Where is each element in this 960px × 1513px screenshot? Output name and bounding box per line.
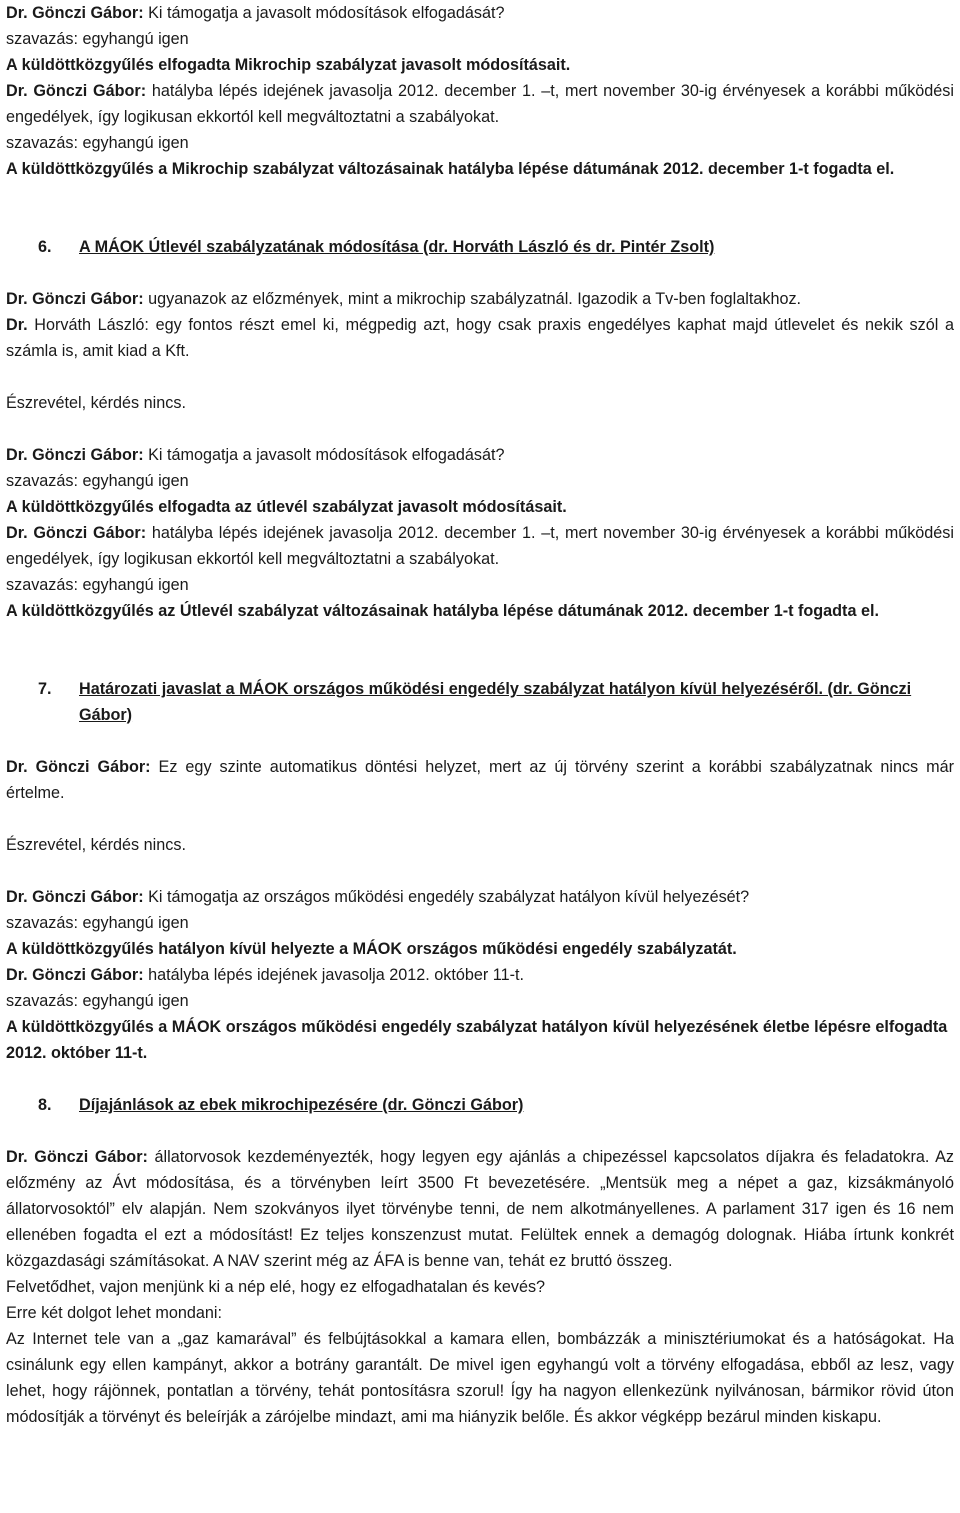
speaker-name: Dr.: [6, 316, 28, 334]
speaker-name: Dr. Gönczi Gábor:: [6, 888, 144, 906]
speaker-name: Dr. Gönczi Gábor:: [6, 4, 144, 22]
paragraph-text: hatályba lépés idejének javasolja 2012. december 1. –t, mert november 30-ig érvényesek a korábbi működési engedélyek, így logikusan ekkortól kell megváltoztatni a szabályokat.: [6, 524, 954, 568]
speaker-name: Dr. Gönczi Gábor:: [6, 290, 144, 308]
paragraph-text: hatályba lépés idejének javasolja 2012. december 1. –t, mert november 30-ig érvényesek a korábbi működési engedélyek, így logikusan ekkortól kell megváltoztatni a szabályokat.: [6, 82, 954, 126]
section-number: 7.: [38, 680, 52, 698]
speaker-name: Dr. Gönczi Gábor:: [6, 758, 151, 776]
section-title: Díjajánlások az ebek mikrochipezésére (dr. Gönczi Gábor): [79, 1096, 524, 1114]
paragraph-text: Ki támogatja az országos működési engedély szabályzat hatályon kívül helyezését?: [143, 888, 750, 906]
paragraph-text: Ki támogatja a javasolt módosítások elfogadását?: [143, 4, 505, 22]
paragraph-text: Horváth László: egy fontos részt emel ki, mégpedig azt, hogy csak praxis engedélyes kaphat majd útlevelet és nekik szól a számla is, amit kiad a Kft.: [6, 316, 954, 360]
section-heading-6: [0, 234, 960, 260]
vote-line: szavazás: egyhangú igen: [6, 134, 189, 152]
paragraph: [0, 754, 960, 806]
paragraph-text: hatályba lépés idejének javasolja 2012. október 11-t.: [143, 966, 524, 984]
speaker-name: Dr. Gönczi Gábor:: [6, 966, 144, 984]
paragraph: [0, 884, 960, 910]
paragraph-text: Ez egy szinte automatikus döntési helyzet, mert az új törvény szerint a korábbi szabályzatnak nincs már értelme.: [6, 758, 954, 802]
paragraph-text: Ki támogatja a javasolt módosítások elfogadását?: [143, 446, 505, 464]
speaker-name: Dr. Gönczi Gábor:: [6, 82, 147, 100]
paragraph: [0, 520, 960, 572]
paragraph: [0, 0, 960, 26]
paragraph: Az Internet tele van a „gaz kamarával” és felbújtásokkal a kamara ellen, bombázzák a minisztériumokat és a hatóságokat. Ha csinálunk egy ellen kampányt, akkor a botrány garantált. De mivel igen egyhangú volt a törvény elfogadása, ebből az lesz, vagy lehet, hogy rájönnek, pontatlan a törvény, tehát pontosításra szorul! Így ha nagyon ellenkezünk nyilvánosan, bármikor rövid úton módosítják a törvényt és beleírják a zárójelbe mindazt, ami ma hiányzik belőle. És akkor végképp bezárul minden kiskapu.: [6, 1330, 954, 1426]
vote-line: szavazás: egyhangú igen: [6, 992, 189, 1010]
section-number: 6.: [38, 238, 52, 256]
resolution-line: A küldöttközgyűlés hatályon kívül helyezte a MÁOK országos működési engedély szabályzatát.: [6, 940, 737, 958]
section-number: 8.: [38, 1096, 52, 1114]
section-heading-7: [0, 676, 960, 728]
vote-line: szavazás: egyhangú igen: [6, 472, 189, 490]
vote-line: szavazás: egyhangú igen: [6, 576, 189, 594]
section-title: A MÁOK Útlevél szabályzatának módosítása (dr. Horváth László és dr. Pintér Zsolt): [79, 238, 715, 256]
section-title: Határozati javaslat a MÁOK országos működési engedély szabályzat hatályon kívül helyezéséről. (dr. Gönczi Gábor): [79, 680, 912, 724]
resolution-line: A küldöttközgyűlés elfogadta Mikrochip szabályzat javasolt módosításait.: [6, 56, 571, 74]
paragraph: [0, 442, 960, 468]
paragraph: Erre két dolgot lehet mondani:: [6, 1304, 222, 1322]
paragraph-text: ugyanazok az előzmények, mint a mikrochip szabályzatnál. Igazodik a Tv-ben foglaltakhoz.: [143, 290, 802, 308]
resolution-line: A küldöttközgyűlés a MÁOK országos működési engedély szabályzat hatályon kívül helyezésének életbe lépésre elfogadta 2012. október 11-t.: [6, 1018, 948, 1062]
vote-line: szavazás: egyhangú igen: [6, 30, 189, 48]
paragraph: [0, 312, 960, 364]
paragraph: [0, 78, 960, 130]
remark-line: Észrevétel, kérdés nincs.: [6, 836, 186, 854]
resolution-line: A küldöttközgyűlés a Mikrochip szabályzat változásainak hatályba lépése dátumának 2012. december 1-t fogadta el.: [6, 160, 895, 178]
paragraph-text: állatorvosok kezdeményezték, hogy legyen egy ajánlás a chipezéssel kapcsolatos díjakra és feladatokra. Az előzmény az Ávt módosítása, és a törvényben leírt 3500 Ft bevezetésére. „Mentsük meg a népet a gaz, kizsákmányoló állatorvosoktól” elv alapján. Nem szokványos ilyet törvénybe tenni, de nem alkotmányellenes. A parlament 317 igen és 16 nem ellenében fogadta el ezt a módosítást! Ez teljes konszenzust mutat. Felültek ennek a demagóg dolognak. Hiába írtunk konkrét közgazdasági számításokat. A NAV szerint még az ÁFA is benne van, tehát ez bruttó összeg.: [6, 1148, 955, 1270]
paragraph: [0, 962, 960, 988]
paragraph: Felvetődhet, vajon menjünk ki a nép elé, hogy ez elfogadhatalan és kevés?: [6, 1278, 546, 1296]
vote-line: szavazás: egyhangú igen: [6, 914, 189, 932]
remark-line: Észrevétel, kérdés nincs.: [6, 394, 186, 412]
section-heading-8: [0, 1092, 960, 1118]
speaker-name: Dr. Gönczi Gábor:: [6, 1148, 148, 1166]
speaker-name: Dr. Gönczi Gábor:: [6, 446, 144, 464]
resolution-line: A küldöttközgyűlés az Útlevél szabályzat változásainak hatályba lépése dátumának 2012. december 1-t fogadta el.: [6, 602, 879, 620]
paragraph: [0, 1144, 960, 1274]
speaker-name: Dr. Gönczi Gábor:: [6, 524, 147, 542]
resolution-line: A küldöttközgyűlés elfogadta az útlevél szabályzat javasolt módosításait.: [6, 498, 567, 516]
paragraph: [0, 286, 960, 312]
